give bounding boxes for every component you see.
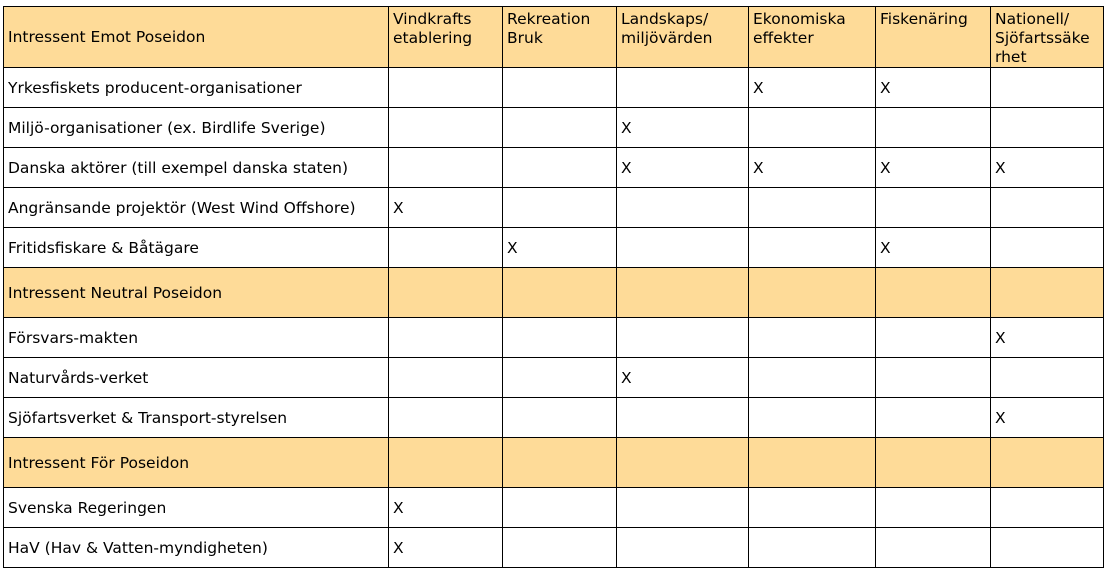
table-row [4, 398, 1104, 438]
table-cell [617, 528, 749, 568]
table-row [4, 228, 1104, 268]
table-row [4, 68, 1104, 108]
stakeholder-label: HaV (Hav & Vatten-myndigheten) [4, 528, 389, 568]
table-cell [749, 108, 876, 148]
table-cell [503, 268, 617, 318]
table-cell [503, 108, 617, 148]
stakeholder-label: Svenska Regeringen [4, 488, 389, 528]
table-cell [749, 488, 876, 528]
column-header: Rekreation Bruk [503, 7, 617, 68]
table-cell [749, 528, 876, 568]
table-cell [503, 528, 617, 568]
table-cell [389, 398, 503, 438]
table-cell: X [389, 188, 503, 228]
table-cell [503, 398, 617, 438]
group-label: Intressent För Poseidon [4, 438, 389, 488]
table-cell [991, 438, 1104, 488]
table-cell: X [991, 398, 1104, 438]
table-cell [991, 358, 1104, 398]
table-cell [749, 358, 876, 398]
group-label: Intressent Neutral Poseidon [4, 268, 389, 318]
stakeholder-label: Yrkesfiskets producent-organisationer [4, 68, 389, 108]
column-header: Fiskenäring [876, 7, 991, 68]
table-cell [617, 318, 749, 358]
table-cell [749, 188, 876, 228]
stakeholder-label: Miljö-organisationer (ex. Birdlife Sverige) [4, 108, 389, 148]
table-cell [991, 68, 1104, 108]
table-cell [991, 268, 1104, 318]
table-cell [991, 188, 1104, 228]
table-cell [749, 268, 876, 318]
table-cell: X [749, 68, 876, 108]
table-cell [389, 68, 503, 108]
table-cell [991, 488, 1104, 528]
table-row [4, 358, 1104, 398]
table-cell [617, 68, 749, 108]
table-cell: X [876, 228, 991, 268]
table-cell: X [503, 228, 617, 268]
stakeholder-label: Danska aktörer (till exempel danska staten) [4, 148, 389, 188]
table-body [4, 7, 1104, 568]
table-cell [389, 358, 503, 398]
table-row [4, 488, 1104, 528]
table-cell: X [617, 148, 749, 188]
column-header: Vindkrafts etablering [389, 7, 503, 68]
table-cell [876, 188, 991, 228]
table-row [4, 148, 1104, 188]
table-cell [749, 398, 876, 438]
group-header-row [4, 268, 1104, 318]
table-cell [876, 398, 991, 438]
table-cell [503, 438, 617, 488]
stakeholder-label: Angränsande projektör (West Wind Offshore) [4, 188, 389, 228]
table-cell [876, 488, 991, 528]
table-cell [876, 268, 991, 318]
table-cell [389, 438, 503, 488]
table-cell [389, 228, 503, 268]
table-cell [876, 358, 991, 398]
table-cell [876, 438, 991, 488]
table-cell [503, 488, 617, 528]
table-row [4, 108, 1104, 148]
table-row [4, 528, 1104, 568]
stakeholder-label: Fritidsfiskare & Båtägare [4, 228, 389, 268]
table-cell [876, 528, 991, 568]
table-cell [749, 228, 876, 268]
stakeholder-label: Naturvårds-verket [4, 358, 389, 398]
table-cell [389, 268, 503, 318]
table-cell [991, 228, 1104, 268]
table-cell: X [876, 148, 991, 188]
table-cell [503, 318, 617, 358]
table-cell [991, 528, 1104, 568]
table-cell [617, 228, 749, 268]
stakeholder-label: Sjöfartsverket & Transport-styrelsen [4, 398, 389, 438]
table-cell [876, 318, 991, 358]
table-cell [991, 108, 1104, 148]
table-cell [876, 108, 991, 148]
column-header: Nationell/ Sjöfartssäke rhet [991, 7, 1104, 68]
table-cell: X [389, 488, 503, 528]
table-cell [617, 188, 749, 228]
table-cell [389, 318, 503, 358]
table-row [4, 188, 1104, 228]
table-cell [617, 268, 749, 318]
table-cell: X [389, 528, 503, 568]
table-row [4, 318, 1104, 358]
table-cell [503, 148, 617, 188]
table-cell [503, 358, 617, 398]
table-cell [617, 488, 749, 528]
table-cell: X [749, 148, 876, 188]
table-cell [749, 438, 876, 488]
table-cell [503, 68, 617, 108]
table-cell [389, 108, 503, 148]
table-cell: X [617, 108, 749, 148]
column-header: Ekonomiska effekter [749, 7, 876, 68]
corner-header-cell: Intressent Emot Poseidon [4, 7, 389, 68]
group-header-row [4, 438, 1104, 488]
stakeholder-table [3, 6, 1104, 568]
table-cell: X [991, 148, 1104, 188]
table-cell: X [991, 318, 1104, 358]
table-cell [503, 188, 617, 228]
header-row [4, 7, 1104, 68]
table-cell [389, 148, 503, 188]
table-cell [749, 318, 876, 358]
stakeholder-label: Försvars-makten [4, 318, 389, 358]
table-cell [617, 398, 749, 438]
table-cell: X [876, 68, 991, 108]
table-cell: X [617, 358, 749, 398]
table-cell [617, 438, 749, 488]
column-header: Landskaps/ miljövärden [617, 7, 749, 68]
